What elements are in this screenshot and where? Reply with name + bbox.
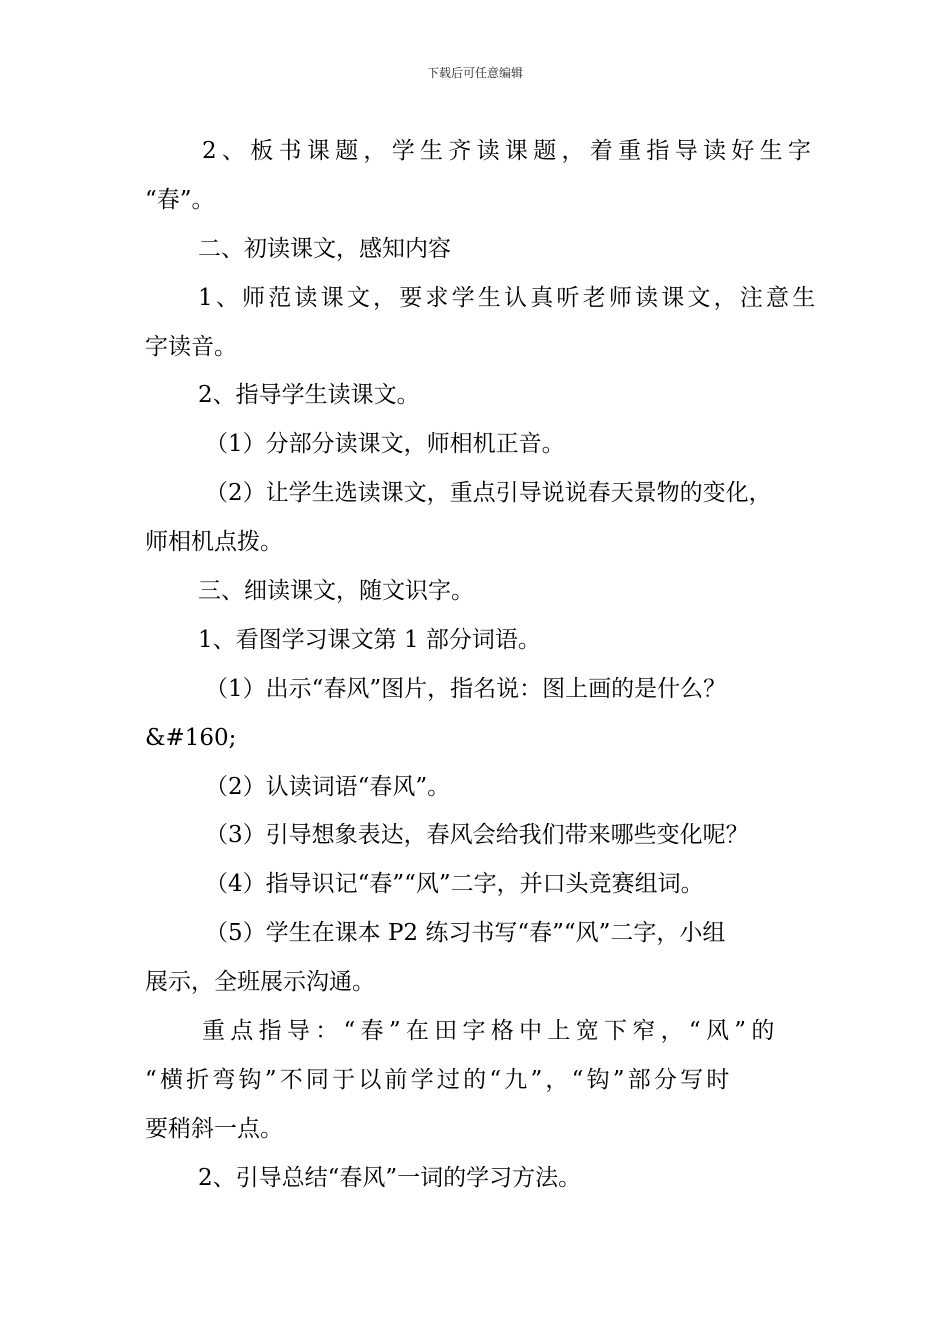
paragraph-line: 2、引导总结“春风”一词的学习方法。 xyxy=(198,1164,582,1191)
paragraph-line: 1、师范读课文，要求学生认真听老师读课文，注意生 xyxy=(198,284,819,311)
paragraph-line: 重点指导：“春”在田字格中上宽下窄，“风”的 xyxy=(202,1018,780,1045)
document-body xyxy=(145,127,819,1203)
section-heading: 二、初读课文，感知内容 xyxy=(198,235,451,262)
page-header: 下载后可任意编辑 xyxy=(426,66,523,80)
paragraph-line: （4）指导识记“春”“风”二字，并口头竞赛组词。 xyxy=(205,871,704,898)
paragraph-line: （2）认读词语“春风”。 xyxy=(205,773,451,800)
paragraph-line: 2、板书课题，学生齐读课题，着重指导读好生字 xyxy=(202,138,817,164)
paragraph-line: 2、指导学生读课文。 xyxy=(198,382,420,409)
paragraph-line: （1）出示“春风”图片，指名说：图上画的是什么？ xyxy=(205,675,727,702)
paragraph-line: （1）分部分读课文，师相机正音。 xyxy=(205,431,565,458)
paragraph-line: 要稍斜一点。 xyxy=(145,1115,283,1142)
paragraph-line: 字读音。 xyxy=(145,333,237,360)
paragraph-line: （3）引导想象表达，春风会给我们带来哪些变化呢？ xyxy=(205,822,749,849)
paragraph-line: &#160; xyxy=(145,724,237,751)
paragraph-line: “横折弯钩”不同于以前学过的“九”，“钩”部分写时 xyxy=(145,1066,733,1093)
paragraph-line: 师相机点拨。 xyxy=(145,529,283,556)
section-heading: 三、细读课文，随文识字。 xyxy=(198,578,474,605)
paragraph-line: （2）让学生选读课文，重点引导说说春天景物的变化， xyxy=(205,480,772,507)
paragraph-line: 展示，全班展示沟通。 xyxy=(145,969,375,996)
paragraph-line: （5）学生在课本 P2 练习书写“春”“风”二字，小组 xyxy=(205,920,726,947)
paragraph-line: “春”。 xyxy=(145,186,215,213)
paragraph-line: 1、看图学习课文第 1 部分词语。 xyxy=(198,626,541,653)
